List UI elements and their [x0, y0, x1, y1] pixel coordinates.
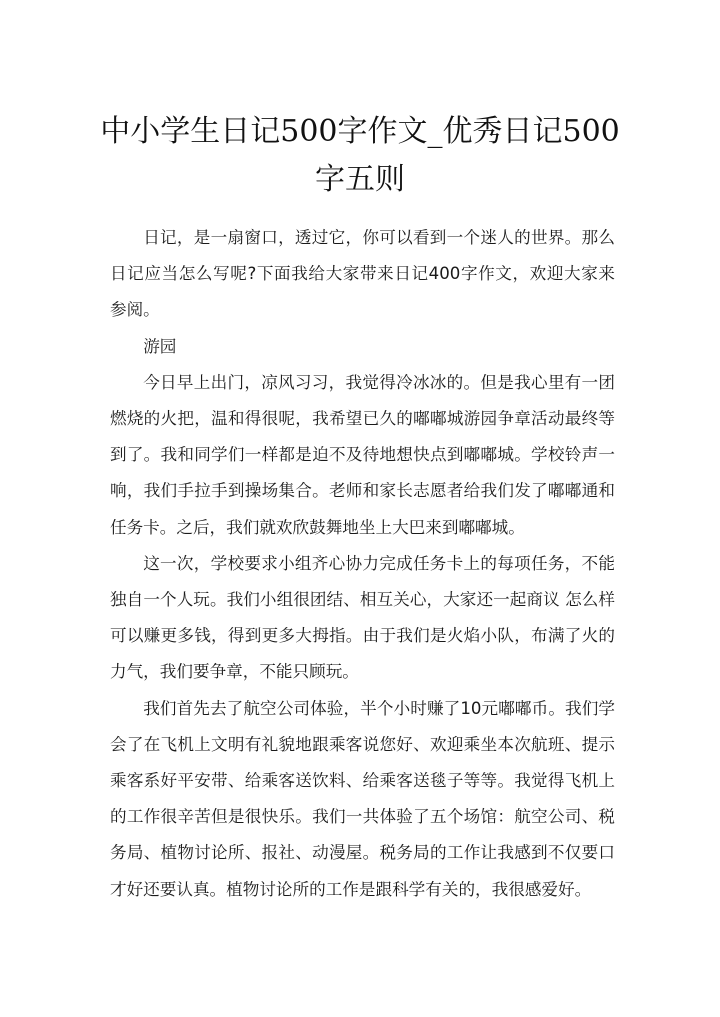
- paragraph-teamwork: 这一次，学校要求小组齐心协力完成任务卡上的每项任务，不能独自一个人玩。我们小组很团结、相互关心，大家还一起商议 怎么样可以赚更多钱，得到更多大拇指。由于我们是火焰小队，布满了火的力气，我们要争章，不能只顾玩。: [110, 553, 615, 682]
- paragraph-morning: 今日早上出门，凉风习习，我觉得冷冰冰的。但是我心里有一团燃烧的火把，温和得很呢，我希望已久的嘟嘟城游园争章活动最终等到了。我和同学们一样都是迫不及待地想快点到嘟嘟城。学校铃声一响，我们手拉手到操场集合。老师和家长志愿者给我们发了嘟嘟通和任务卡。之后，我们就欢欣鼓舞地坐上大巴来到嘟嘟城。: [110, 372, 615, 537]
- paragraph-intro: 日记，是一扇窗口，透过它，你可以看到一个迷人的世界。那么日记应当怎么写呢?下面我给大家带来日记400字作文，欢迎大家来参阅。: [110, 228, 615, 320]
- document-body: [110, 220, 615, 908]
- paragraph-airline: 我们首先去了航空公司体验，半个小时赚了10元嘟嘟币。我们学会了在飞机上文明有礼貌地跟乘客说您好、欢迎乘坐本次航班、提示乘客系好平安带、给乘客送饮料、给乘客送毯子等等。我觉得飞机上的工作很辛苦但是很快乐。我们一共体验了五个场馆：航空公司、税务局、植物讨论所、报社、动漫屋。税务局的工作让我感到不仅要口才好还要认真。植物讨论所的工作是跟科学有关的，我很感爱好。: [110, 698, 615, 899]
- document-title: 中小学生日记500字作文_优秀日记500字五则: [100, 114, 620, 197]
- section-heading: 游园: [143, 336, 177, 356]
